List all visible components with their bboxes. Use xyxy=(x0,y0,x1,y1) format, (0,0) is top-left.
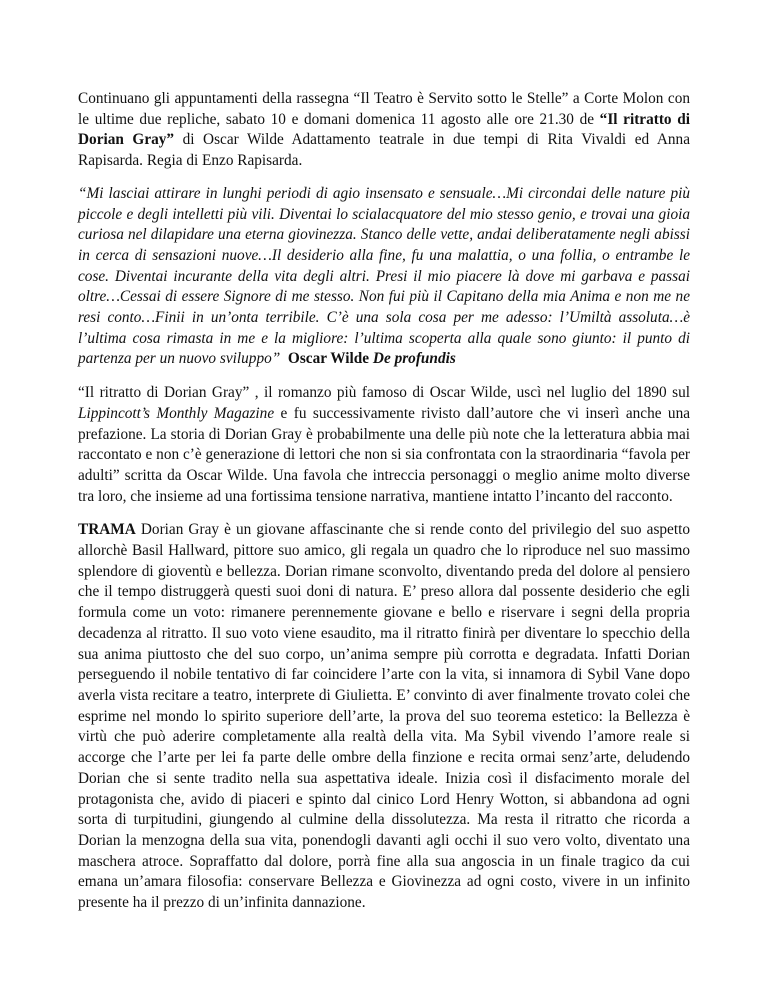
document-page xyxy=(78,89,690,914)
quote-author: Oscar Wilde xyxy=(287,350,370,368)
intro-paragraph xyxy=(78,89,690,172)
quote-attribution xyxy=(288,350,456,367)
novel-text-start: “Il ritratto di Dorian Gray” , il romanzo più famoso di Oscar Wilde, uscì nel luglio del 1890 sul xyxy=(78,384,690,402)
quote-work: De profundis xyxy=(372,350,456,368)
plot-text: Dorian Gray è un giovane affascinante che si rende conto del privilegio del suo aspetto allorchè Basil Hallward, pittore suo amico, gli regala un quadro che lo riproduce nel suo massimo splendore di gioventù e bellezza. Dorian rimane sconvolto, diventando preda del dolore al pensiero che il tempo distruggerà questi suoi doni di natura. E’ preso allora dal possente desiderio che egli formula come un voto: rimanere perennemente giovane e bello e riservare i segni della propria decadenza al ritratto. Il suo voto viene esaudito, ma il ritratto finirà per diventare lo specchio della sua anima piuttosto che del suo corpo, un’anima sempre più corrotta e degradata. Infatti Dorian perseguendo il nobile tentativo di far coincidere l’arte con la vita, si innamora di Sybil Vane dopo averla vista recitare a teatro, interprete di Giulietta. E’ convinto di aver finalmente trovato colei che esprime nel mondo lo spirito superiore dell’arte, la prova del suo teorema estetico: la Bellezza è virtù che può aderire completamente alla realtà della vita. Ma Sybil vivendo l’amore reale si accorge che l’arte per lei fa parte delle ombre della finzione e recita ormai senz’arte, deludendo Dorian che si sente tradito nella sua aspettativa ideale. Inizia così il disfacimento morale del protagonista che, avido di piaceri e spinto dal cinico Lord Henry Wotton, si abbandona ad ogni sorta di turpitudini, giungendo al culmine della dissolutezza. Ma resta il ritratto che ricorda a Dorian la menzogna della sua vita, ponendogli davanti agli occhi il suo vero volto, diventato una maschera atroce. Sopraffatto dal dolore, porrà fine alla sua angoscia in un finale tragico da cui emana un’amara filosofia: conservare Bellezza e Giovinezza ad ogni costo, vivere in un infinito presente ha il prezzo di un’infinita dannazione. xyxy=(78,521,690,912)
play-title: “Il ritratto di Dorian Gray” xyxy=(78,110,690,149)
intro-credits: di Oscar Wilde Adattamento teatrale in due tempi di Rita Vivaldi ed Anna Rapisarda. Regia di Enzo Rapisarda. xyxy=(78,131,690,170)
intro-text: Continuano gli appuntamenti della rassegna “Il Teatro è Servito sotto le Stelle” a Corte Molon con le ultime due repliche, sabato 10 e domani domenica 11 agosto alle ore 21.30 de xyxy=(78,90,690,128)
novel-text-end: e fu successivamente rivisto dall’autore che vi inserì anche una prefazione. La storia di Dorian Gray è probabilmente una delle più note che la letteratura abbia mai raccontato e non c’è generazione di lettori che non si sia confrontata con la straordinaria “favola per adulti” scritta da Oscar Wilde. Una favola che intreccia personaggi o meglio anime molto diverse tra loro, che insieme ad una fortissima tensione narrativa, mantiene intatto l’incanto del racconto. xyxy=(78,404,691,505)
magazine-name: Lippincott’s Monthly Magazine xyxy=(78,404,275,422)
novel-paragraph xyxy=(78,383,690,507)
plot-label: TRAMA xyxy=(78,521,136,539)
plot-paragraph xyxy=(78,520,690,913)
quote-paragraph xyxy=(78,184,690,370)
quote-text: “Mi lasciai attirare in lunghi periodi di agio insensato e sensuale…Mi circondai delle nature più piccole e degli intelletti più vili. Diventai lo scialacquatore del mio stesso genio, e trovai una gioia curiosa nel dilapidare una eterna giovinezza. Stanco delle vette, andai deliberatamente negli abissi in cerca di sensazioni nuove…Il desiderio alla fine, fu una malattia, o una follia, o entrambe le cose. Diventai incurante della vita degli altri. Presi il mio piacere là dove mi garbava e passai oltre…Cessai di essere Signore di me stesso. Non fui più il Capitano della mia Anima e non me ne resi conto…Finii in un’onta terribile. C’è una sola cosa per me adesso: l’Umiltà assoluta…è l’ultima cosa rimasta in me e la migliore: l’ultima scoperta alla quale sono giunto: il punto di partenza per un nuovo sviluppo” xyxy=(78,184,690,368)
